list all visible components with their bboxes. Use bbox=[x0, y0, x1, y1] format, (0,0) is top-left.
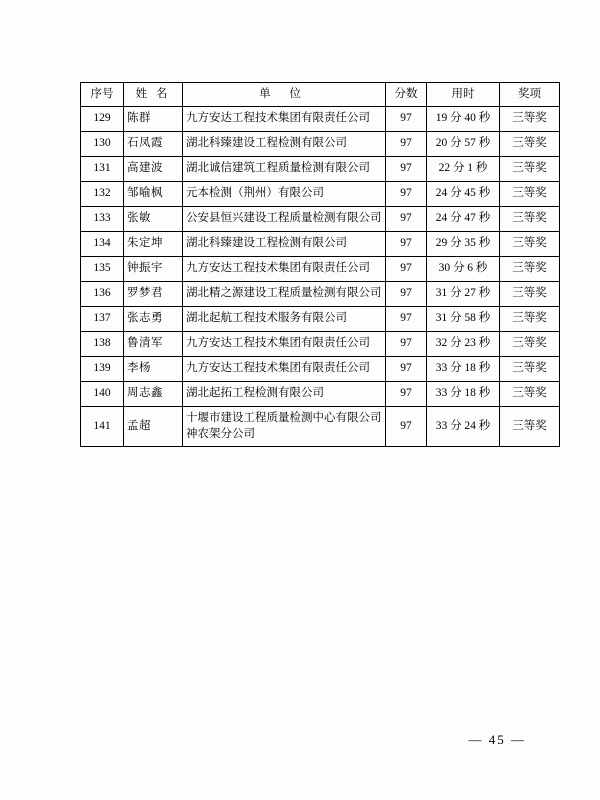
cell-time: 30 分 6 秒 bbox=[427, 256, 500, 281]
cell-unit: 九方安达工程技术集团有限责任公司 bbox=[183, 331, 386, 356]
cell-score: 97 bbox=[386, 381, 427, 406]
cell-prize: 三等奖 bbox=[500, 331, 560, 356]
cell-time: 24 分 45 秒 bbox=[427, 181, 500, 206]
cell-no: 139 bbox=[81, 356, 124, 381]
cell-prize: 三等奖 bbox=[500, 231, 560, 256]
cell-prize: 三等奖 bbox=[500, 181, 560, 206]
cell-time: 19 分 40 秒 bbox=[427, 106, 500, 131]
cell-score: 97 bbox=[386, 181, 427, 206]
cell-time: 32 分 23 秒 bbox=[427, 331, 500, 356]
cell-name: 周志鑫 bbox=[124, 381, 183, 406]
cell-prize: 三等奖 bbox=[500, 206, 560, 231]
table-row bbox=[81, 281, 560, 306]
cell-name: 鲁清军 bbox=[124, 331, 183, 356]
cell-score: 97 bbox=[386, 206, 427, 231]
cell-prize: 三等奖 bbox=[500, 306, 560, 331]
cell-prize: 三等奖 bbox=[500, 256, 560, 281]
table-row bbox=[81, 231, 560, 256]
cell-score: 97 bbox=[386, 356, 427, 381]
header-cell-prize: 奖项 bbox=[500, 83, 560, 107]
header-cell-unit: 单 位 bbox=[183, 83, 386, 107]
cell-time: 33 分 18 秒 bbox=[427, 356, 500, 381]
table-row bbox=[81, 331, 560, 356]
cell-no: 137 bbox=[81, 306, 124, 331]
table-row bbox=[81, 306, 560, 331]
cell-time: 31 分 27 秒 bbox=[427, 281, 500, 306]
award-table-container bbox=[80, 82, 547, 447]
table-header-row bbox=[81, 83, 560, 107]
cell-unit: 湖北起航工程技术服务有限公司 bbox=[183, 306, 386, 331]
cell-name: 钟振宇 bbox=[124, 256, 183, 281]
page-number: — 45 — bbox=[468, 732, 526, 747]
cell-no: 141 bbox=[81, 406, 124, 446]
cell-score: 97 bbox=[386, 106, 427, 131]
cell-prize: 三等奖 bbox=[500, 406, 560, 446]
cell-name: 邹喻枫 bbox=[124, 181, 183, 206]
table-row bbox=[81, 156, 560, 181]
cell-prize: 三等奖 bbox=[500, 156, 560, 181]
table-row bbox=[81, 131, 560, 156]
cell-unit: 湖北科臻建设工程检测有限公司 bbox=[183, 231, 386, 256]
cell-unit: 九方安达工程技术集团有限责任公司 bbox=[183, 356, 386, 381]
cell-time: 31 分 58 秒 bbox=[427, 306, 500, 331]
header-cell-score: 分数 bbox=[386, 83, 427, 107]
table-row bbox=[81, 256, 560, 281]
cell-score: 97 bbox=[386, 281, 427, 306]
cell-no: 131 bbox=[81, 156, 124, 181]
cell-no: 136 bbox=[81, 281, 124, 306]
cell-time: 22 分 1 秒 bbox=[427, 156, 500, 181]
cell-time: 20 分 57 秒 bbox=[427, 131, 500, 156]
cell-time: 33 分 18 秒 bbox=[427, 381, 500, 406]
cell-no: 138 bbox=[81, 331, 124, 356]
cell-unit: 十堰市建设工程质量检测中心有限公司神农架分公司 bbox=[183, 406, 386, 446]
cell-time: 29 分 35 秒 bbox=[427, 231, 500, 256]
cell-name: 罗梦君 bbox=[124, 281, 183, 306]
cell-name: 孟超 bbox=[124, 406, 183, 446]
cell-no: 132 bbox=[81, 181, 124, 206]
table-row bbox=[81, 356, 560, 381]
cell-unit: 公安县恒兴建设工程质量检测有限公司 bbox=[183, 206, 386, 231]
cell-name: 张志勇 bbox=[124, 306, 183, 331]
table-row bbox=[81, 181, 560, 206]
cell-no: 140 bbox=[81, 381, 124, 406]
table-body bbox=[81, 106, 560, 446]
cell-name: 张敏 bbox=[124, 206, 183, 231]
table-row bbox=[81, 381, 560, 406]
cell-score: 97 bbox=[386, 331, 427, 356]
table-row bbox=[81, 206, 560, 231]
cell-unit: 湖北精之源建设工程质量检测有限公司 bbox=[183, 281, 386, 306]
cell-name: 李杨 bbox=[124, 356, 183, 381]
table-row bbox=[81, 406, 560, 446]
cell-time: 24 分 47 秒 bbox=[427, 206, 500, 231]
cell-unit: 元本检测（荆州）有限公司 bbox=[183, 181, 386, 206]
cell-unit: 湖北科臻建设工程检测有限公司 bbox=[183, 131, 386, 156]
cell-score: 97 bbox=[386, 406, 427, 446]
header-cell-name: 姓 名 bbox=[124, 83, 183, 107]
cell-prize: 三等奖 bbox=[500, 131, 560, 156]
cell-no: 130 bbox=[81, 131, 124, 156]
cell-unit: 九方安达工程技术集团有限责任公司 bbox=[183, 256, 386, 281]
cell-name: 高建波 bbox=[124, 156, 183, 181]
cell-time: 33 分 24 秒 bbox=[427, 406, 500, 446]
cell-no: 134 bbox=[81, 231, 124, 256]
cell-unit: 湖北诚信建筑工程质量检测有限公司 bbox=[183, 156, 386, 181]
table-row bbox=[81, 106, 560, 131]
cell-score: 97 bbox=[386, 156, 427, 181]
cell-no: 133 bbox=[81, 206, 124, 231]
cell-name: 朱定坤 bbox=[124, 231, 183, 256]
cell-name: 陈群 bbox=[124, 106, 183, 131]
cell-no: 135 bbox=[81, 256, 124, 281]
cell-prize: 三等奖 bbox=[500, 356, 560, 381]
cell-score: 97 bbox=[386, 131, 427, 156]
table-header bbox=[81, 83, 560, 107]
cell-name: 石凤霞 bbox=[124, 131, 183, 156]
cell-prize: 三等奖 bbox=[500, 281, 560, 306]
header-cell-no: 序号 bbox=[81, 83, 124, 107]
cell-score: 97 bbox=[386, 256, 427, 281]
cell-unit: 湖北起拓工程检测有限公司 bbox=[183, 381, 386, 406]
cell-prize: 三等奖 bbox=[500, 106, 560, 131]
cell-unit: 九方安达工程技术集团有限责任公司 bbox=[183, 106, 386, 131]
cell-score: 97 bbox=[386, 306, 427, 331]
cell-no: 129 bbox=[81, 106, 124, 131]
cell-score: 97 bbox=[386, 231, 427, 256]
header-cell-time: 用时 bbox=[427, 83, 500, 107]
cell-prize: 三等奖 bbox=[500, 381, 560, 406]
award-table bbox=[80, 82, 560, 447]
